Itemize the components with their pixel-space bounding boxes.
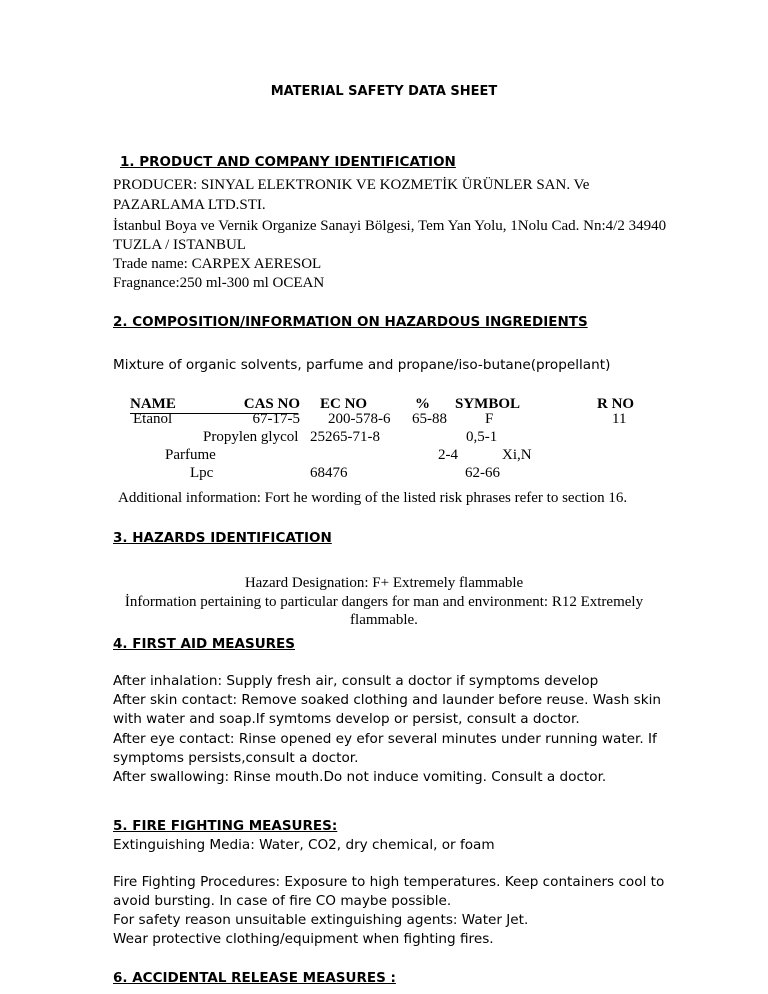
hazard-line: Hazard Designation: F+ Extremely flammable (244, 575, 524, 591)
cell-cas: 67-17-5 (252, 411, 300, 427)
cell-ec: 25265-71-8 (310, 429, 380, 445)
cell-rno: 11 (612, 411, 627, 427)
cell-percent: 2-4 (438, 447, 458, 463)
cell-percent: 65-88 (412, 411, 447, 427)
cell-ec: 200-578-6 (328, 411, 391, 427)
fire-line: Wear protective clothing/equipment when fighting fires. (113, 931, 494, 947)
first-aid-line: with water and soap.If symtoms develop or persist, consult a doctor. (113, 711, 580, 727)
section-1-heading: 1. PRODUCT AND COMPANY IDENTIFICATION (120, 154, 456, 170)
section-5-heading: 5. FIRE FIGHTING MEASURES: (113, 818, 338, 834)
cell-symbol: F (485, 411, 494, 427)
header-percent: % (415, 396, 430, 412)
first-aid-line: After swallowing: Rinse mouth.Do not induce vomiting. Consult a doctor. (113, 769, 607, 785)
header-symbol: SYMBOL (455, 396, 521, 412)
composition-intro: Mixture of organic solvents, parfume and propane/iso-butane(propellant) (113, 357, 611, 373)
fragrance: Fragnance:250 ml-300 ml OCEAN (113, 275, 325, 291)
first-aid-line: After eye contact: Rinse opened ey efor several minutes under running water. If (113, 731, 657, 747)
cell-symbol: 62-66 (465, 465, 500, 481)
cell-name: Etanol (133, 411, 173, 427)
producer-line: PRODUCER: SINYAL ELEKTRONIK VE KOZMETİK ÜRÜNLER SAN. Ve (113, 177, 590, 193)
section-3-heading: 3. HAZARDS IDENTIFICATION (113, 530, 332, 546)
address-line: TUZLA / ISTANBUL (113, 237, 246, 253)
header-cas: CAS NO (243, 396, 300, 412)
section-6-heading: 6. ACCIDENTAL RELEASE MEASURES : (113, 970, 396, 986)
header-name: NAME (130, 395, 298, 414)
trade-name: Trade name: CARPEX AERESOL (113, 256, 322, 272)
fire-line: For safety reason unsuitable extinguishing agents: Water Jet. (113, 912, 529, 928)
fire-line: Fire Fighting Procedures: Exposure to high temperatures. Keep containers cool to (113, 874, 665, 890)
cell-name: Lpc (190, 465, 214, 481)
first-aid-line: symptoms persists,consult a doctor. (113, 750, 359, 766)
section-2-heading: 2. COMPOSITION/INFORMATION ON HAZARDOUS INGREDIENTS (113, 314, 588, 330)
first-aid-line: After inhalation: Supply fresh air, consult a doctor if symptoms develop (113, 673, 599, 689)
document-title: MATERIAL SAFETY DATA SHEET (270, 84, 498, 99)
address-line: İstanbul Boya ve Vernik Organize Sanayi Bölgesi, Tem Yan Yolu, 1Nolu Cad. Nn:4/2 34940 (113, 218, 667, 234)
section-4-heading: 4. FIRST AID MEASURES (113, 636, 295, 652)
hazard-line: flammable. (350, 612, 418, 628)
first-aid-line: After skin contact: Remove soaked clothing and launder before reuse. Wash skin (113, 692, 662, 708)
cell-name: Propylen glycol (203, 429, 299, 445)
producer-line: PAZARLAMA LTD.STI. (113, 197, 266, 213)
cell-symbol: Xi,N (502, 447, 532, 463)
header-rno: R NO (597, 396, 635, 412)
header-ec: EC NO (320, 396, 368, 412)
additional-info: Additional information: Fort he wording of the listed risk phrases refer to section 16. (118, 490, 628, 506)
fire-line: avoid bursting. In case of fire CO maybe possible. (113, 893, 452, 909)
cell-ec: 68476 (310, 465, 348, 481)
hazard-line: İnformation pertaining to particular dangers for man and environment: R12 Extremely (124, 594, 644, 610)
cell-name: Parfume (165, 447, 216, 463)
cell-symbol: 0,5-1 (466, 429, 498, 445)
extinguishing-media: Extinguishing Media: Water, CO2, dry chemical, or foam (113, 837, 495, 853)
